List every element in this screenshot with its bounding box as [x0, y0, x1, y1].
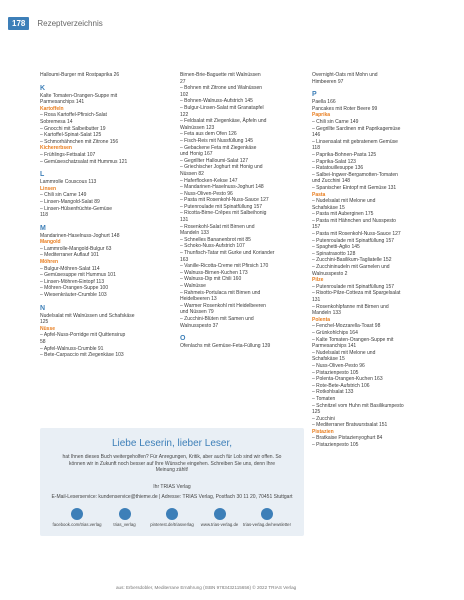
index-entry: – Apfel-Walnuss-Crumble 91: [40, 345, 104, 352]
index-entry: – Spaghetti-Aglio 145: [312, 244, 360, 251]
index-column-2: [180, 72, 298, 350]
index-entry: – Frühlings-Fettsalat 107: [40, 151, 96, 158]
index-entry: – Mediterraner Bratwurstsalat 151: [312, 422, 388, 429]
page-header: [8, 13, 103, 33]
index-entry: 122: [180, 111, 189, 118]
index-entry: – Nuss-Oliven-Pesto 96: [180, 190, 233, 197]
index-entry: – Bratkaise Pistazienyoghurt 84: [312, 435, 383, 442]
index-entry: – Linsensalat mit gebratenem Gemüse: [312, 138, 398, 145]
index-letter: L: [40, 171, 45, 179]
index-letter: P: [312, 91, 317, 99]
index-entry: Nudelsalat mit Walnüssen und Schafskäse: [40, 312, 135, 319]
index-category: Polenta: [312, 316, 331, 323]
index-entry: – Schoko-Nuss-Aufstrich 107: [180, 243, 245, 250]
index-entry: – Rote-Bete-Aufstrich 106: [312, 382, 370, 389]
index-entry: 102: [180, 91, 189, 98]
index-entry: 58: [40, 339, 46, 345]
index-entry: Lammrolle Couscous 113: [40, 179, 97, 186]
index-entry: Mandeln 133: [180, 230, 209, 237]
index-entry: – Pasta mit Hähnchen und Nusspesto: [312, 217, 396, 224]
index-entry: – Walnuss-Birnen-Kuchen 173: [180, 269, 248, 276]
index-entry: – Putenroulade mit Spinatfüllung 157: [180, 203, 263, 210]
index-entry: und Zucchini 148: [312, 178, 351, 185]
index-entry: – Gnocchi mit Salbeibutter 19: [40, 125, 106, 132]
index-entry: Himbeeren 97: [312, 78, 344, 85]
index-entry: – Thunfisch-Tatar mit Gurke und Koriander: [180, 250, 275, 257]
index-entry: Kalte Tomaten-Orangen-Suppe mit: [40, 92, 118, 99]
index-entry: – Chili sin Carne 149: [312, 118, 359, 125]
facebook-icon: [71, 508, 83, 520]
social-label: facebook.com/trias.verlag: [52, 522, 102, 527]
index-entry: Heidelbeeren 13: [180, 296, 217, 303]
index-entry: – Tomaten: [312, 395, 336, 402]
index-category: Pistazien: [312, 428, 334, 435]
index-entry: Walnusspesto 2: [312, 270, 348, 277]
index-entry: – Pistazienpesto 105: [312, 369, 359, 376]
index-entry: Ofenlachs mit Gemüse-Feta-Füllung 139: [180, 343, 271, 350]
index-entry: – Bohnen mit Zitrone und Walnüssen: [180, 85, 263, 92]
index-entry: – Gegrillte Sardinen mit Paprikagemüse: [312, 125, 401, 132]
index-entry: – Apfel-Nuss-Porridge mit Quittensirup: [40, 332, 126, 339]
index-category: Kichererbsen: [40, 145, 72, 152]
index-entry: Sobremesa 14: [40, 118, 73, 125]
index-entry: – Warmer Rosenkohl mit Heidelbeeren: [180, 302, 266, 309]
index-entry: – Fenchel-Mozzarella-Toast 98: [312, 323, 381, 330]
index-entry: – Fisch-Reis mit Nussfüllung 145: [180, 137, 254, 144]
index-entry: – Rosenkohlpfanne mit Birnen und: [312, 303, 389, 310]
index-category: Linsen: [40, 185, 57, 192]
page-footer: aus: Erbersdobler, Mediterrane Ernährung (ISBN 9783432115656) © 2022 TRIAS Verlag: [116, 585, 297, 590]
index-entry: 146: [312, 132, 321, 139]
index-entry: 157: [312, 224, 321, 231]
index-category: Mangold: [40, 239, 61, 246]
index-entry: – Gemüseschatzsalat mit Hummus 121: [40, 158, 128, 165]
index-entry: – Gebackene Feta mit Ziegenkäse: [180, 144, 257, 151]
index-entry: – Gemüsesuppe mit Hummus 101: [40, 272, 116, 279]
social-link[interactable]: [54, 508, 100, 527]
index-entry: – Schnelles Bananenbrot mit 85: [180, 236, 251, 243]
index-entry: – Linsen-Hülsenfrüchte-Gemüse: [40, 205, 112, 212]
index-entry: 118: [40, 212, 48, 219]
index-category: Paprika: [312, 112, 331, 119]
index-entry: Walnüssen 123: [180, 124, 215, 131]
index-category: Pilze: [312, 277, 324, 284]
index-entry: – Bete-Carpaccio mit Ziegenkäse 103: [40, 352, 124, 359]
index-entry: – Grünkohlchips 164: [312, 329, 358, 336]
social-label: trias_verlag: [113, 522, 136, 527]
social-link[interactable]: [102, 508, 148, 527]
index-entry: – Paprika-Salat 123: [312, 158, 356, 165]
social-link[interactable]: [197, 508, 243, 527]
index-entry: – Rahmeis-Portulaca mit Birnen und: [180, 289, 261, 296]
index-entry: Schafskäse 15: [312, 356, 345, 363]
social-label: www.trias-verlag.de: [200, 522, 239, 527]
index-entry: Pancakes mit Roter Beere 99: [312, 105, 378, 112]
pinterest-icon: [166, 508, 178, 520]
index-entry: – Schmorhähnchen mit Zitrone 156: [40, 138, 119, 145]
index-entry: Overnight-Oats mit Mohn und: [312, 72, 378, 78]
index-entry: – Salbei-Ingwer-Bergamotten-Tomaten: [312, 171, 398, 178]
index-entry: – Lammrolle-Mangold-Bulgur 63: [40, 245, 112, 252]
index-entry: 131: [312, 297, 321, 303]
social-link[interactable]: [244, 508, 290, 527]
index-entry: – Putenroulade mit Spinatfüllung 157: [312, 237, 395, 244]
index-category: Pasta: [312, 191, 326, 198]
index-entry: – Kalte Tomaten-Orangen-Suppe mit: [312, 336, 394, 343]
info-title: Liebe Leserin, lieber Leser,: [111, 438, 233, 449]
index-entry: – Polenta-Orangen-Kuchen 163: [312, 376, 383, 383]
index-entry: – Bohnen-Walnuss-Aufstrich 145: [180, 98, 253, 105]
index-entry: Paella 166: [312, 99, 336, 106]
index-entry: – Pasta mit Rosenkohl-Nuss-Sauce 127: [312, 231, 401, 238]
index-entry: 118: [312, 145, 320, 152]
index-entry: Walnusspesto 37: [180, 322, 219, 329]
index-entry: – Zucchini: [312, 415, 335, 422]
index-entry: – Pistazienpesto 105: [312, 442, 359, 449]
index-entry: – Nudelsalat mit Melone und: [312, 198, 376, 205]
index-entry: – Gegrillter Halloumi-Salat 127: [180, 157, 249, 164]
index-entry: – Nudelsalat mit Melone und: [312, 349, 376, 356]
index-letter: N: [40, 304, 46, 312]
index-entry: – Paprika-Bohnen-Pasta 125: [312, 151, 377, 158]
index-entry: Halloumi-Burger mit Rostpaprika 26: [40, 72, 120, 78]
index-entry: Mandeln 133: [312, 310, 341, 317]
index-entry: Parmesanchips 141: [312, 343, 357, 350]
index-entry: – Nuss-Oliven-Pesto 96: [312, 362, 365, 369]
index-entry: – Griechischer Joghurt mit Honig und: [180, 164, 263, 171]
index-entry: – Mediterraner Auflauf 101: [40, 252, 99, 259]
index-column-3: [312, 72, 430, 449]
index-entry: – Rotkohlsalat 133: [312, 389, 354, 396]
index-entry: 125: [40, 319, 49, 326]
index-entry: – Bulgur-Linsen-Salat mit Granatapfel: [180, 104, 264, 111]
newsletter-icon: [261, 508, 273, 520]
index-entry: – Schnitzel vom Huhn mit Basilikumpesto: [312, 402, 404, 409]
index-entry: – Möhren-Orangen-Suppe 100: [40, 285, 109, 292]
index-entry: – Wiesenkräuter-Crumble 103: [40, 292, 107, 299]
index-entry: Mandarinen-Haselnuss-Joghurt 148: [40, 232, 120, 239]
index-entry: und Nüssen 79: [180, 309, 214, 316]
index-entry: – Risotto-Pilze-Cotteza mit Spargelsalat: [312, 290, 401, 297]
info-signature: Ihr TRIAS Verlag: [153, 484, 191, 490]
instagram-icon: [119, 508, 131, 520]
index-column-1: [40, 72, 158, 359]
social-links: [54, 508, 290, 527]
index-category: Möhren: [40, 259, 59, 266]
index-entry: – Spinatrasotto 128: [312, 250, 356, 257]
index-entry: – Linsen-Möhren-Eintopf 113: [40, 278, 105, 285]
index-letter: M: [40, 224, 46, 232]
index-entry: – Zucchini-Blüten mit Samen und: [180, 315, 254, 322]
index-entry: 27: [180, 78, 186, 85]
web-icon: [214, 508, 226, 520]
index-entry: – Zucchininudeln mit Garnelen und: [312, 264, 390, 271]
index-entry: Parmesanchips 141: [40, 99, 85, 106]
index-entry: – Feta aus dem Ofen 126: [180, 131, 237, 138]
social-link[interactable]: [149, 508, 195, 527]
index-entry: – Linsen-Mangold-Salat 89: [40, 198, 100, 205]
index-entry: – Ratatouillesuppe 136: [312, 165, 364, 172]
index-entry: – Rosa Kartoffel-Pfirsich-Salat: [40, 112, 107, 119]
index-entry: – Zucchini-Basilikum-Tagliatelle 152: [312, 257, 392, 264]
index-entry: Schafskäse 15: [312, 204, 345, 211]
index-entry: – Putenroulade mit Spinatfüllung 157: [312, 283, 395, 290]
section-title: Rezeptverzeichnis: [37, 18, 103, 28]
index-entry: – Pasta mit Auberginen 175: [312, 211, 374, 218]
index-letter: O: [180, 335, 186, 343]
index-entry: – Kartoffel-Spinat-Salat 125: [40, 132, 102, 139]
index-entry: – Vanille-Ricotta-Creme mit Pfirsich 170: [180, 263, 269, 270]
social-label: pinterest.de/triasverlag: [150, 522, 194, 527]
index-entry: – Bulgur-Möhren-Salat 114: [40, 265, 100, 272]
index-entry: – Haferflocken-Kekse 147: [180, 177, 238, 184]
index-entry: – Mandarinen-Haselnuss-Joghurt 148: [180, 184, 264, 191]
index-entry: Nüssen 82: [180, 170, 204, 177]
reader-info-box: [40, 428, 304, 536]
index-entry: – Pasta mit Rosenkohl-Nuss-Sauce 127: [180, 197, 269, 204]
index-entry: Birnen-Brie-Baguette mit Walnüssen: [180, 72, 261, 78]
index-entry: – Walnuss-Dip mit Chili 160: [180, 276, 242, 283]
index-entry: – Spanischer Eintopf mit Gemüse 131: [312, 184, 397, 191]
index-entry: 131: [180, 217, 189, 224]
index-letter: K: [40, 84, 46, 92]
index-entry: und Honig 167: [180, 151, 213, 158]
index-category: Kartoffeln: [40, 105, 64, 112]
index-entry: – Rosenkohl-Salat mit Birnen und: [180, 223, 255, 230]
page-number: 178: [8, 17, 29, 30]
index-entry: 163: [180, 256, 189, 263]
index-entry: – Walnüsse: [180, 283, 206, 289]
index-entry: 125: [312, 409, 321, 416]
info-address: E-Mail-Leserservice: kundenservice@thieme.de | Adresse: TRIAS Verlag, Postfach 30 11 20, 70451 Stuttgart: [51, 494, 293, 500]
info-text: hat Ihnen dieses Buch weitergeholfen? Für Anregungen, Kritik, aber auch für Lob sind wir offen. So können wir in Zukunft noch besser auf Ihre Wünsche eingehen. Schreiben Sie uns, denn Ihre Meinung zählt!: [62, 454, 282, 473]
index-entry: – Ricotta-Birne-Crêpes mit Salbeihonig: [180, 210, 267, 217]
index-category: Nüsse: [40, 325, 56, 332]
index-entry: – Feldsalat mit Ziegenkäse, Äpfeln und: [180, 118, 267, 125]
social-label: trias-verlag.de/newsletter: [243, 522, 292, 527]
index-entry: – Chili sin Carne 149: [40, 192, 87, 199]
